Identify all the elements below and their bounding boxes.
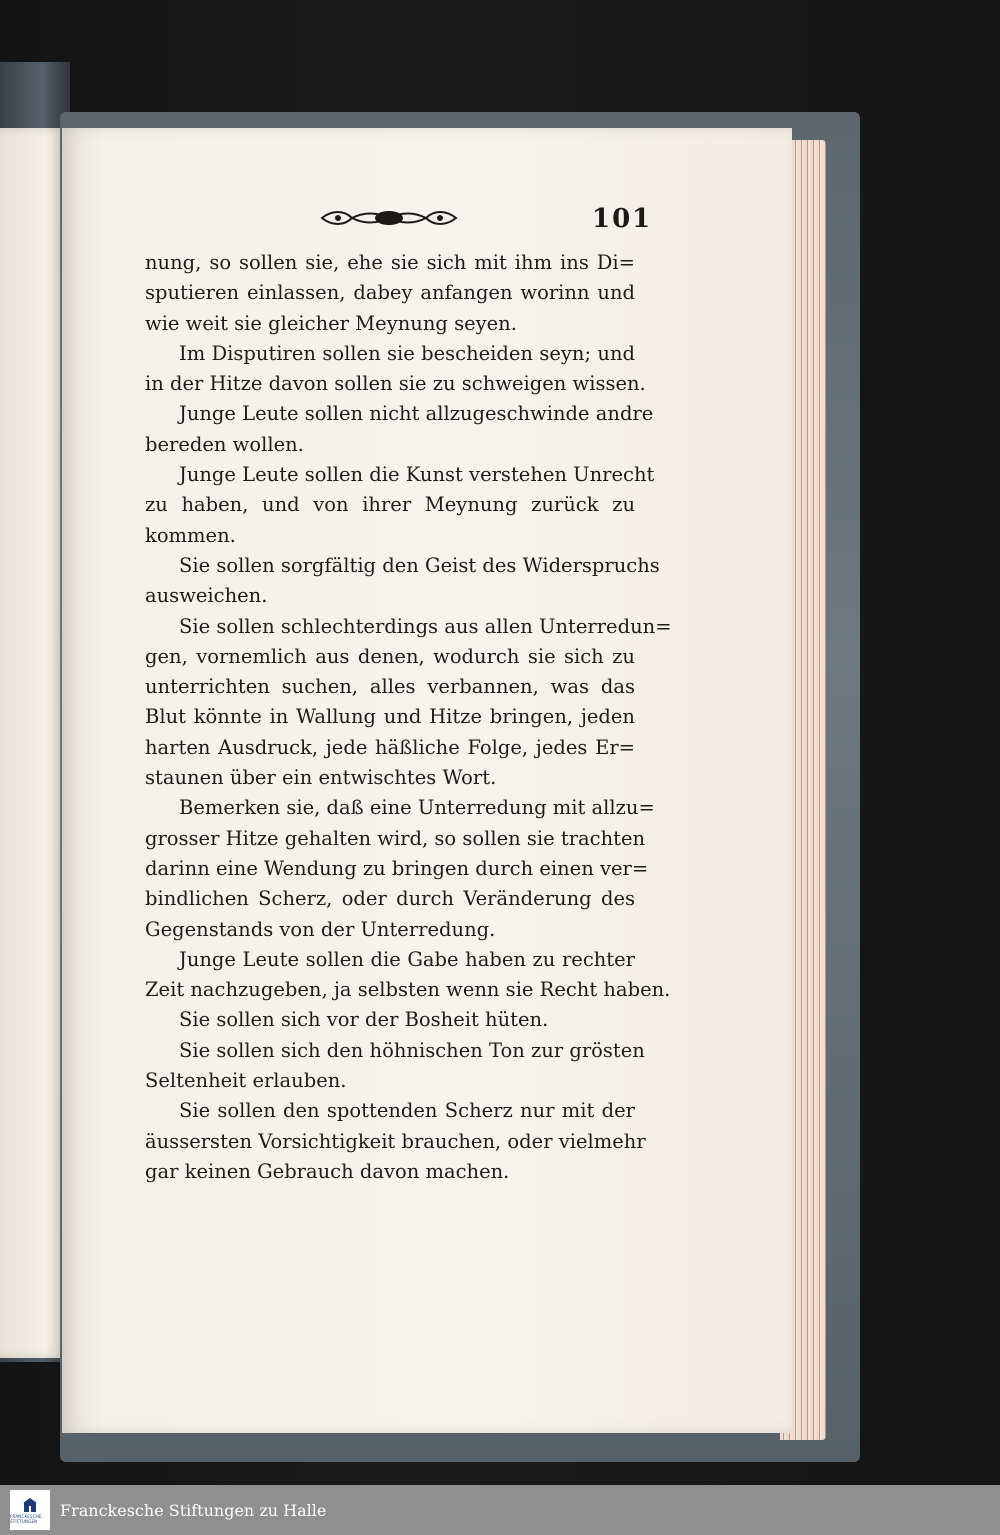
building-icon [21,1496,39,1514]
text-line: Junge Leute sollen die Kunst verstehen Unrecht [179,463,655,487]
text-line: Seltenheit erlauben. [145,1069,347,1093]
text-line: bereden wollen. [145,432,304,456]
text-line: wie weit sie gleicher Meynung seyen. [145,311,517,335]
text-line: bindlichen Scherz, oder durch Veränderung des [145,887,635,911]
text-line: kommen. [145,523,236,547]
text-line: gar keinen Gebrauch davon machen. [145,1159,510,1183]
text-line: Sie sollen schlechterdings aus allen Unterredun= [179,614,672,638]
text-line: Junge Leute sollen nicht allzugeschwinde andre [179,402,654,426]
footer-bar [0,1485,1000,1535]
text-line: zu haben, und von ihrer Meynung zurück zu [145,493,635,517]
text-line: in der Hitze davon sollen sie zu schweigen wissen. [145,372,646,396]
text-line: harten Ausdruck, jede häßliche Folge, jedes Er= [145,735,635,759]
text-line: Sie sollen sich vor der Bosheit hüten. [179,1008,549,1032]
text-line: sputieren einlassen, dabey anfangen worinn und [145,281,635,305]
text-line: Junge Leute sollen die Gabe haben zu rechter [179,947,635,971]
text-line: gen, vornemlich aus denen, wodurch sie sich zu [145,644,635,668]
text-line: Bemerken sie, daß eine Unterredung mit allzu= [179,796,655,820]
text-line: Sie sollen den spottenden Scherz nur mit der [179,1099,635,1123]
text-line: äussersten Vorsichtigkeit brauchen, oder vielmehr [145,1129,646,1153]
text-line: Zeit nachzugeben, ja selbsten wenn sie Recht haben. [145,978,671,1002]
logo-text: FRANCKESCHE STIFTUNGEN [10,1514,42,1524]
text-line: darinn eine Wendung zu bringen durch einen ver= [145,856,649,880]
text-line: nung, so sollen sie, ehe sie sich mit ihm ins Di= [145,251,635,274]
text-line: grosser Hitze gehalten wird, so sollen sie trachten [145,826,646,850]
text-line: Im Disputiren sollen sie bescheiden seyn; und [179,341,635,365]
text-line: ausweichen. [145,584,268,608]
header-ornament-icon [318,207,460,229]
footer-title: Franckesche Stiftungen zu Halle [60,1500,327,1520]
previous-page-edge [0,128,64,1358]
text-line: Blut könnte in Wallung und Hitze bringen, jeden [145,705,635,729]
text-line: Sie sollen sorgfältig den Geist des Widerspruchs [179,553,660,577]
text-line: unterrichten suchen, alles verbannen, was das [145,675,635,699]
page-number: 101 [592,204,653,234]
text-line: Gegenstands von der Unterredung. [145,917,496,941]
text-line: Sie sollen sich den höhnischen Ton zur grösten [179,1038,645,1062]
page-text [145,248,672,1187]
franckesche-stiftungen-logo-icon[interactable] [10,1490,50,1530]
text-line: staunen über ein entwischtes Wort. [145,766,497,790]
